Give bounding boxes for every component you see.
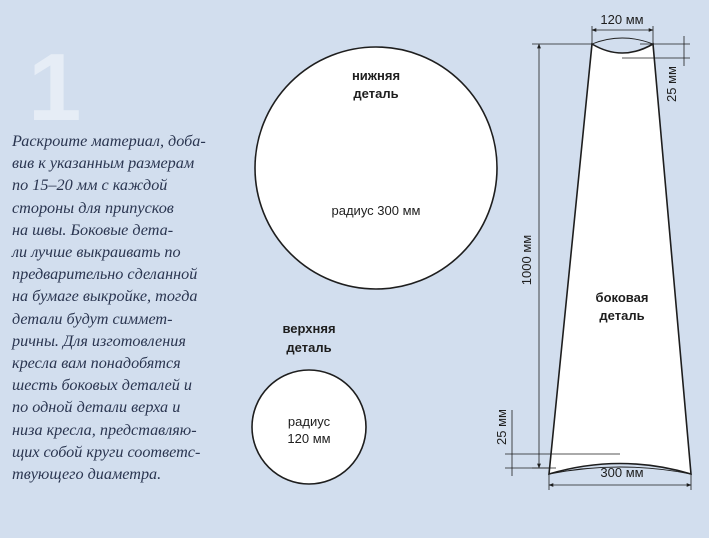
side-piece-shape (549, 44, 691, 474)
instructions-line: твующего диаметра. (12, 465, 162, 484)
instructions-line: щих собой круги соответс- (12, 442, 201, 461)
instructions-line: стороны для припусков (12, 198, 174, 217)
dim-top-width-label: 120 мм (600, 12, 644, 27)
bottom-piece-title-2: деталь (353, 86, 399, 101)
dim-top-curve-label: 25 мм (664, 66, 679, 102)
side-piece-top-notch (592, 38, 653, 44)
instructions-line: ричны. Для изготовления (12, 331, 186, 350)
instructions-line: на бумаге выкройке, тогда (12, 287, 198, 306)
instructions-line: по 15–20 мм с каждой (12, 176, 168, 195)
top-piece-title-1: верхняя (282, 321, 336, 336)
dim-bottom-width-label: 300 мм (600, 465, 644, 480)
bottom-piece-radius: радиус 300 мм (331, 203, 421, 218)
instructions-line: детали будут симмет- (12, 309, 173, 328)
side-piece-title-2: деталь (599, 308, 645, 323)
instructions-line: Раскроите материал, доба- (12, 132, 206, 150)
step-number: 1 (28, 34, 82, 141)
instructions-line: вив к указанным размерам (12, 154, 195, 173)
dim-bottom-curve-label: 25 мм (494, 409, 509, 445)
side-piece-title-1: боковая (595, 290, 649, 305)
instructions-line: ли лучше выкраивать по (12, 243, 181, 262)
dim-height-label: 1000 мм (519, 234, 534, 286)
bottom-piece-title-1: нижняя (351, 68, 401, 83)
instructions-line: предварительно сделанной (12, 265, 198, 284)
top-piece-radius-1: радиус (287, 414, 331, 429)
instructions-line: низа кресла, представляю- (12, 420, 197, 439)
top-piece-title-2: деталь (286, 340, 332, 355)
instructions-line: шесть боковых деталей и (12, 376, 192, 395)
bottom-piece-circle (255, 47, 497, 289)
instructions-line: на швы. Боковые дета- (12, 220, 174, 239)
instructions-line: по одной детали верха и (12, 398, 181, 417)
instructions-line: кресла вам понадобятся (12, 354, 181, 373)
top-piece-radius-2: 120 мм (287, 431, 331, 446)
